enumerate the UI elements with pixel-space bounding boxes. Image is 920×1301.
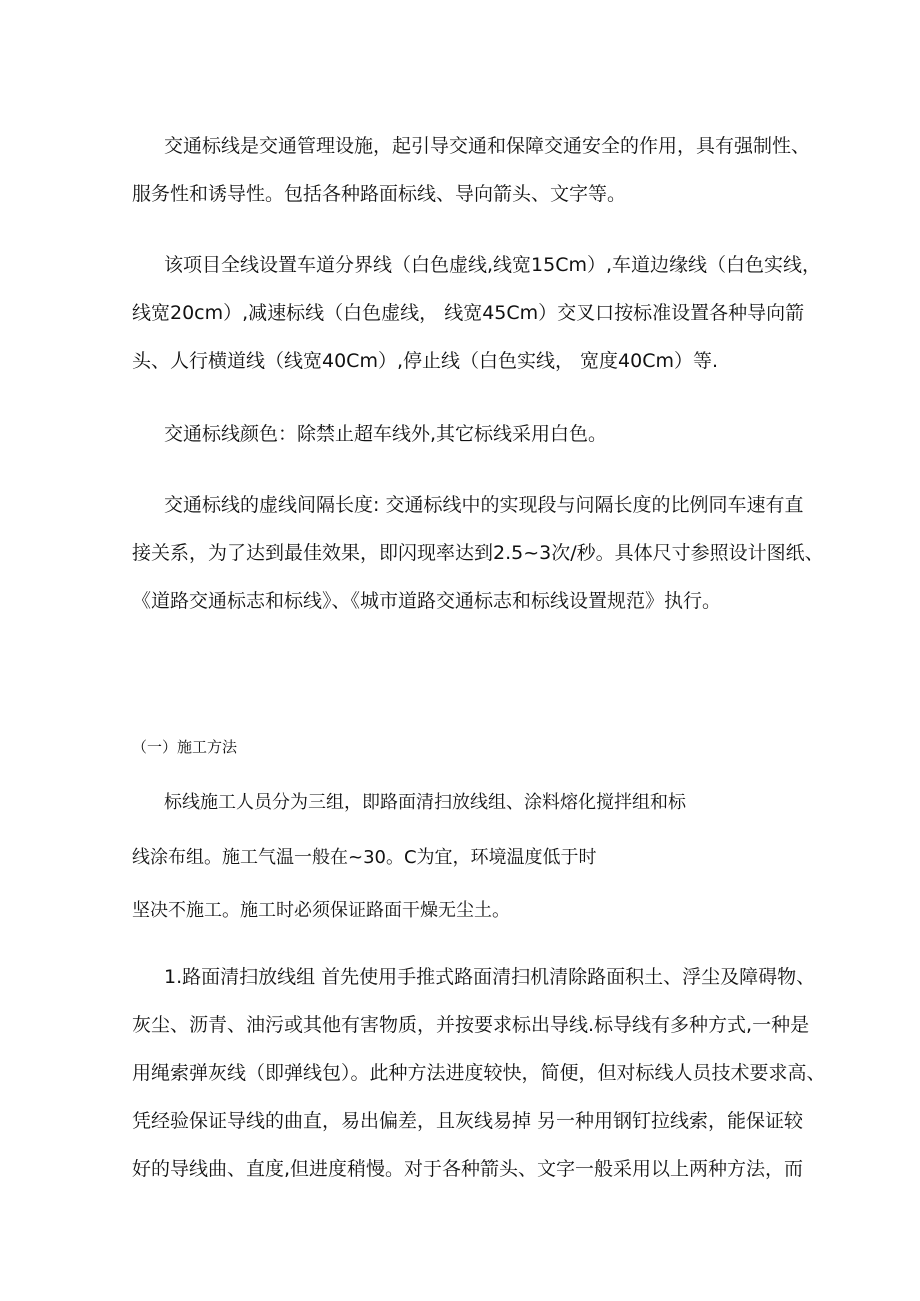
text-line: 服务性和诱导性。包括各种路面标线、导向箭头、文字等。 (132, 183, 627, 205)
paragraph-marking-color (132, 410, 812, 458)
text-line: 接关系，为了达到最佳效果，即闪现率达到2.5~3次/秒。具体尺寸参照设计图纸、 (132, 542, 824, 564)
text-line: 1.路面清扫放线组 首先使用手推式路面清扫机清除路面积土、浮尘及障碍物、 (164, 966, 816, 988)
text-line: 该项目全线设置车道分界线（白色虚线,线宽15Cm）,车道边缘线（白色实线， (164, 254, 822, 276)
text-line: 线涂布组。施工气温一般在~30。C为宜，环境温度低于时 (132, 847, 597, 868)
text-line: 凭经验保证导线的曲直，易出偏差，且灰线易掉 另一种用钢钉拉线索，能保证较 (132, 1110, 804, 1132)
text-line: 交通标线是交通管理设施，起引导交通和保障交通安全的作用，具有强制性、 (164, 135, 811, 157)
paragraph-road-cleaning-group (132, 953, 826, 1193)
text-line: 用绳索弹灰线（即弹线包）。此种方法进度较快，简便，但对标线人员技术要求高、 (132, 1062, 826, 1084)
text-line: 头、人行横道线（线宽40Cm）,停止线（白色实线， 宽度40Cm）等. (132, 350, 719, 372)
paragraph-dash-interval (132, 481, 824, 625)
paragraph-project-marking-setup (132, 241, 822, 385)
text-line: 好的导线曲、直度,但进度稍慢。对于各种箭头、文字一般采用以上两种方法，而 (132, 1158, 804, 1180)
section-heading: （一）施工方法 (132, 738, 238, 756)
text-line: 交通标线的虚线间隔长度: 交通标线中的实现段与问隔长度的比例同车速有直 (164, 494, 804, 516)
paragraph-traffic-marking-intro (132, 122, 812, 218)
text-line: 坚决不施工。施工时必须保证路面干燥无尘土。 (132, 900, 510, 921)
text-line: 《道路交通标志和标线》、《城市道路交通标志和标线设置规范》执行。 (132, 590, 722, 612)
text-line: 交通标线颜色：除禁止超车线外,其它标线采用白色。 (164, 423, 608, 445)
text-line: 灰尘、沥青、油污或其他有害物质，并按要求标出导线.标导线有多种方式,一种是 (132, 1014, 810, 1036)
text-line: 标线施工人员分为三组，即路面清扫放线组、涂料熔化搅拌组和标 (164, 792, 686, 813)
text-line: 线宽20cm）,减速标线（白色虚线， 线宽45Cm）交叉口按标准设置各种导向箭 (132, 302, 805, 324)
